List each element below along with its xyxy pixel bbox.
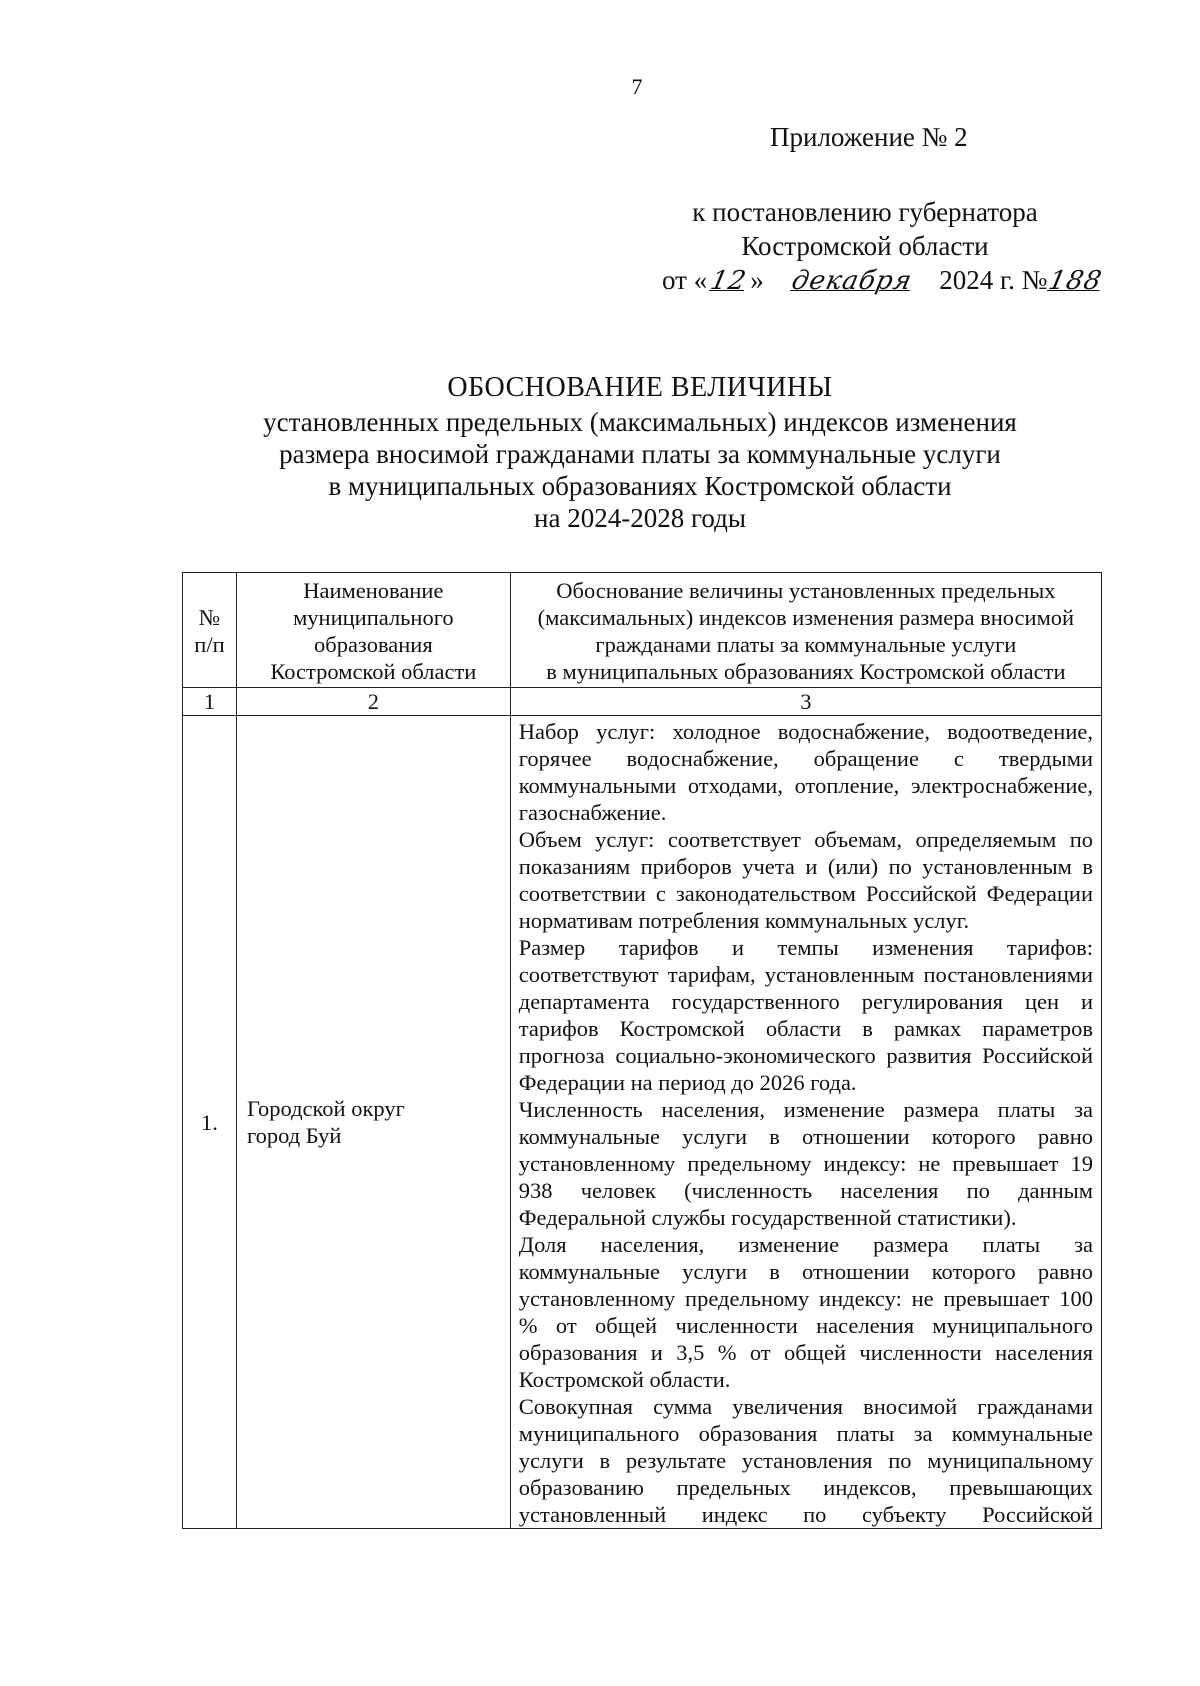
header-col-name: Наименование муниципального образования Костромской области bbox=[236, 573, 510, 688]
table-header-row bbox=[183, 573, 1102, 688]
paragraph-population-share: Доля населения, изменение размера платы за коммунальные услуги в отношении которого равно установленному предельному индексу: не превышает 100 % от общей численности населения муниципального образования и 3,5 % от общей численности населения Костромской области. bbox=[518, 1232, 1093, 1392]
title-line-3: размера вносимой гражданами платы за коммунальные услуги bbox=[279, 439, 1001, 469]
decree-reference bbox=[650, 195, 1106, 298]
handwritten-month: декабря bbox=[788, 266, 915, 296]
column-number-2: 2 bbox=[236, 688, 510, 716]
header-col-number: № п/п bbox=[183, 573, 237, 688]
title-line-4: в муниципальных образованиях Костромской области bbox=[328, 471, 952, 501]
column-number-1: 1 bbox=[183, 688, 237, 716]
paragraph-total-increase: Совокупная сумма увеличения вносимой гражданами муниципального образования платы за коммунальные услуги в результате установления по муниципальному образованию предельных индексов, превышающих установленный индекс по субъекту Российской bbox=[518, 1394, 1093, 1527]
title-line-5: на 2024-2028 годы bbox=[534, 503, 746, 533]
page-number: 7 bbox=[631, 74, 643, 99]
date-prefix: от « bbox=[662, 265, 708, 295]
date-mid: » bbox=[750, 265, 764, 295]
header-col-justification: Обоснование величины установленных предельных (максимальных) индексов изменения размера вносимой гражданами платы за коммунальные услуги в муниципальных образованиях Костромской области bbox=[510, 573, 1101, 688]
title-line-2: установленных предельных (максимальных) индексов изменения bbox=[263, 407, 1017, 437]
justification-table bbox=[182, 572, 1102, 1529]
decree-line-2: Костромской области bbox=[741, 231, 989, 261]
document-title bbox=[200, 372, 1080, 534]
year-text: 2024 г. № bbox=[939, 265, 1048, 295]
paragraph-services-volume: Объем услуг: соответствует объемам, определяемым по показаниям приборов учета и (или) по установленным в соответствии с законодательством Российской Федерации нормативам потребления коммунальных услуг. bbox=[518, 827, 1093, 933]
column-numbers-row bbox=[183, 688, 1102, 716]
handwritten-number: 188 bbox=[1046, 266, 1106, 296]
paragraph-services-set: Набор услуг: холодное водоснабжение, водоотведение, горячее водоснабжение, обращение с твердыми коммунальными отходами, отопление, электроснабжение, газоснабжение. bbox=[518, 719, 1093, 825]
decree-line-1: к постановлению губернатора bbox=[692, 197, 1038, 227]
paragraph-tariffs: Размер тарифов и темпы изменения тарифов: соответствуют тарифам, установленным постановлениями департамента государственного регулирования цен и тарифов Костромской области в рамках параметров прогноза социально-экономического развития Российской Федерации на период до 2026 года. bbox=[518, 935, 1093, 1095]
row-index: 1. bbox=[183, 716, 237, 1529]
justification-text bbox=[510, 716, 1101, 1529]
title-main: ОБОСНОВАНИЕ ВЕЛИЧИНЫ bbox=[447, 372, 833, 403]
column-number-3: 3 bbox=[510, 688, 1101, 716]
municipality-name: Городской округ город Буй bbox=[236, 716, 510, 1529]
handwritten-day: 12 bbox=[708, 266, 750, 296]
appendix-label: Приложение № 2 bbox=[770, 122, 968, 152]
paragraph-population: Численность населения, изменение размера платы за коммунальные услуги в отношении которого равно установленному предельному индексу: не превышает 19 938 человек (численность населения по данным Федеральной службы государственной статистики). bbox=[518, 1097, 1093, 1230]
table-row bbox=[183, 716, 1102, 1529]
decree-date-line bbox=[650, 263, 1106, 298]
